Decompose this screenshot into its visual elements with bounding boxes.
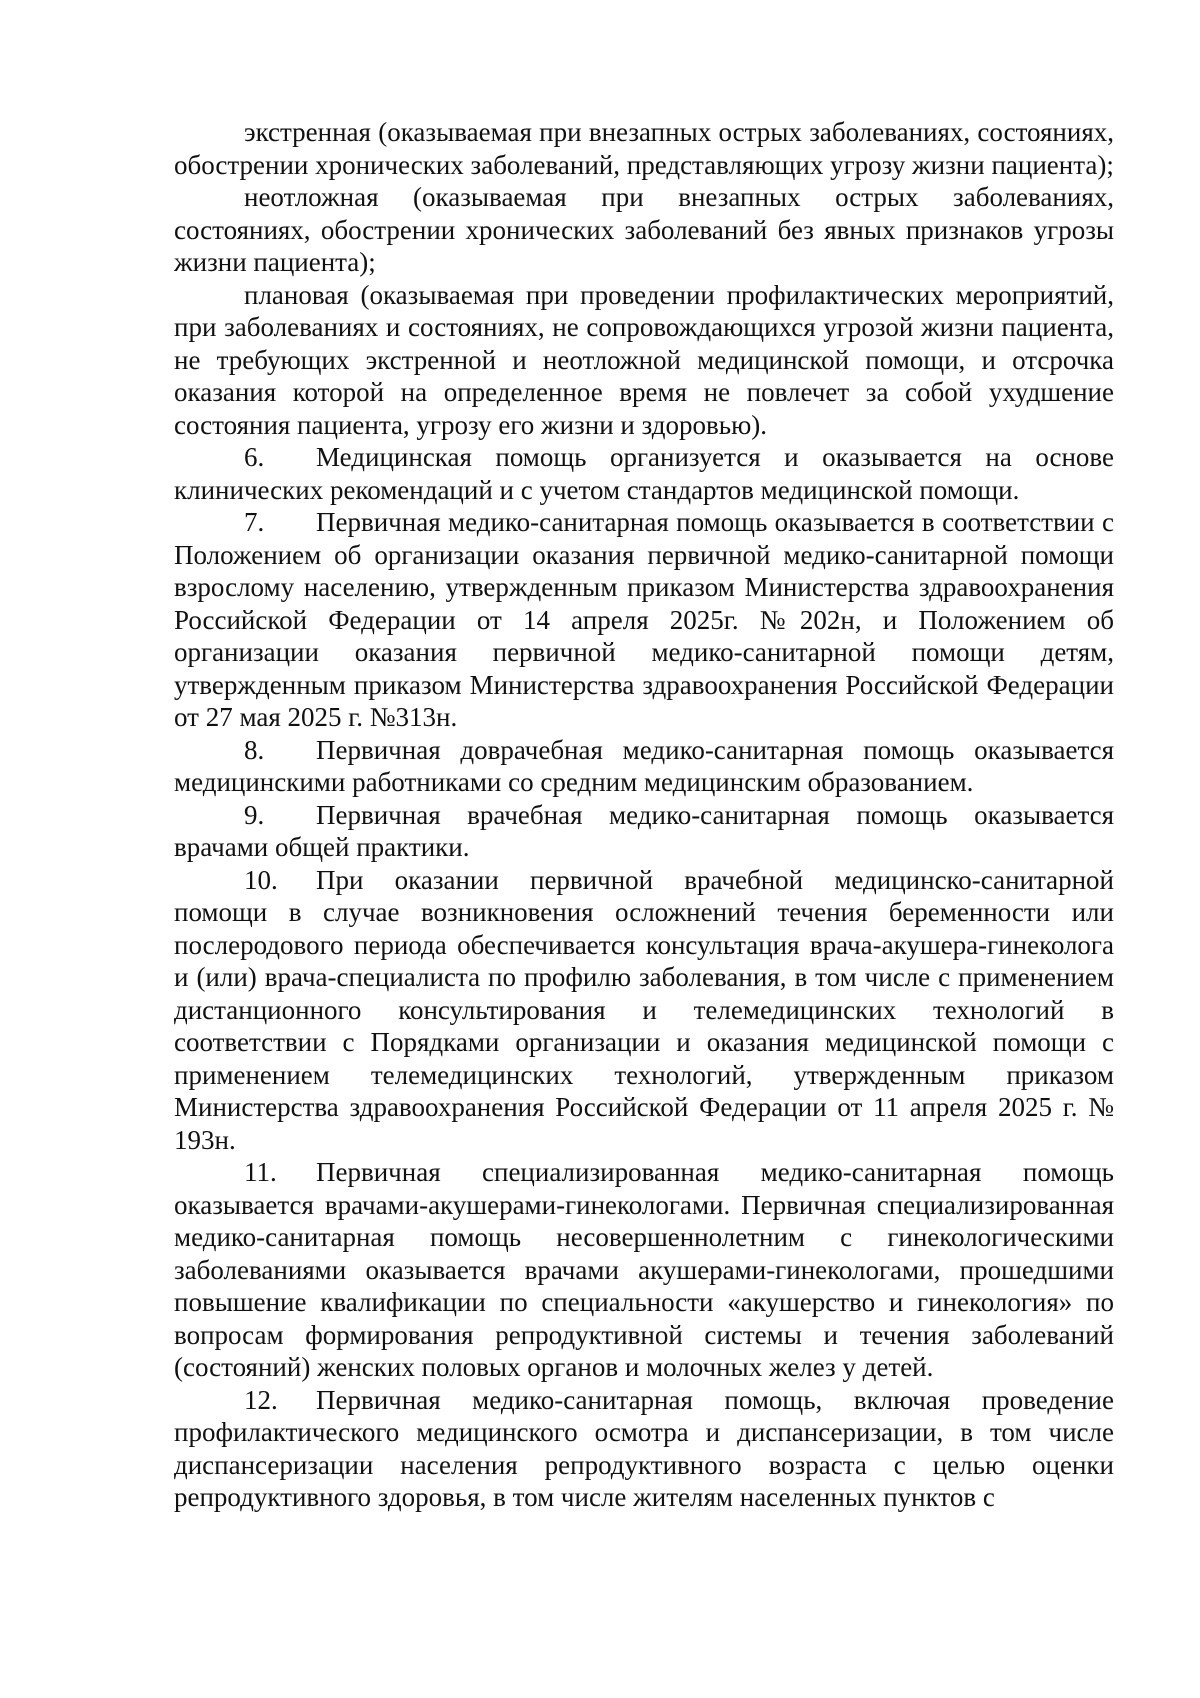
- paragraph-12: [174, 1384, 1114, 1514]
- paragraph-number: 7.: [244, 507, 265, 537]
- paragraph-number: 12.: [244, 1384, 278, 1415]
- paragraph-text: При оказании первичной врачебной медицинско-санитарной помощи в случае возникновения осложнений течения беременности или послеродового периода обеспечивается консультация врача-акушера-гинеколога и (или) врача-специалиста по профилю заболевания, в том числе с применением дистанционного консультирования и телемедицинских технологий в соответствии с Порядками организации и оказания медицинской помощи с применением телемедицинских технологий, утвержденным приказом Министерства здравоохранения Российской Федерации от 11 апреля 2025 г. № 193н.: [174, 864, 1114, 1155]
- paragraph-planned: [174, 279, 1114, 442]
- paragraph-text: экстренная (оказываемая при внезапных острых заболеваниях, состояниях, обострении хронических заболеваний, представляющих угрозу жизни пациента);: [174, 117, 1114, 180]
- paragraph-7: [174, 506, 1114, 734]
- paragraph-text: Первичная врачебная медико-санитарная помощь оказывается врачами общей практики.: [174, 799, 1114, 862]
- paragraph-8: [174, 734, 1114, 799]
- paragraph-text: Первичная доврачебная медико-санитарная помощь оказывается медицинскими работниками со средним медицинским образованием.: [174, 734, 1114, 797]
- paragraph-11: [174, 1156, 1114, 1384]
- paragraph-text: Первичная медико-санитарная помощь оказывается в соответствии с Положением об организации оказания первичной медико-санитарной помощи взрослому населению, утвержденным приказом Министерства здравоохранения Российской Федерации от 14 апреля 2025г. №202н, и Положением об организации оказания первичной медико-санитарной помощи детям, утвержденным приказом Министерства здравоохранения Российской Федерации от 27 мая 2025 г. №313н.: [174, 507, 1114, 732]
- paragraph-number: 8.: [244, 734, 265, 765]
- paragraph-urgent: [174, 181, 1114, 279]
- paragraph-number: 11.: [244, 1157, 277, 1187]
- paragraph-9: [174, 799, 1114, 864]
- paragraph-text: неотложная (оказываемая при внезапных острых заболеваниях, состояниях, обострении хронических заболеваний без явных признаков угрозы жизни пациента);: [174, 182, 1114, 277]
- paragraph-text: Медицинская помощь организуется и оказывается на основе клинических рекомендаций и с учетом стандартов медицинской помощи.: [174, 442, 1114, 505]
- paragraph-10: [174, 864, 1114, 1157]
- paragraph-text: Первичная специализированная медико-санитарная помощь оказывается врачами-акушерами-гинекологами. Первичная специализированная медико-санитарная помощь несовершеннолетним с гинекологическими заболеваниями оказывается врачами акушерами-гинекологами, прошедшими повышение квалификации по специальности «акушерство и гинекология» по вопросам формирования репродуктивной системы и течения заболеваний (состояний) женских половых органов и молочных желез у детей.: [174, 1157, 1114, 1382]
- document-page: [174, 116, 1114, 1514]
- paragraph-text: плановая (оказываемая при проведении профилактических мероприятий, при заболеваниях и состояниях, не сопровождающихся угрозой жизни пациента, не требующих экстренной и неотложной медицинской помощи, и отсрочка оказания которой на определенное время не повлечет за собой ухудшение состояния пациента, угрозу его жизни и здоровью).: [174, 279, 1114, 440]
- paragraph-emergency: [174, 116, 1114, 181]
- paragraph-number: 6.: [244, 442, 265, 472]
- paragraph-text: Первичная медико-санитарная помощь, включая проведение профилактического медицинского осмотра и диспансеризации, в том числе диспансеризации населения репродуктивного возраста с целью оценки репродуктивного здоровья, в том числе жителям населенных пунктов с: [174, 1384, 1114, 1512]
- paragraph-number: 10.: [244, 864, 278, 895]
- paragraph-6: [174, 441, 1114, 506]
- paragraph-number: 9.: [244, 799, 265, 830]
